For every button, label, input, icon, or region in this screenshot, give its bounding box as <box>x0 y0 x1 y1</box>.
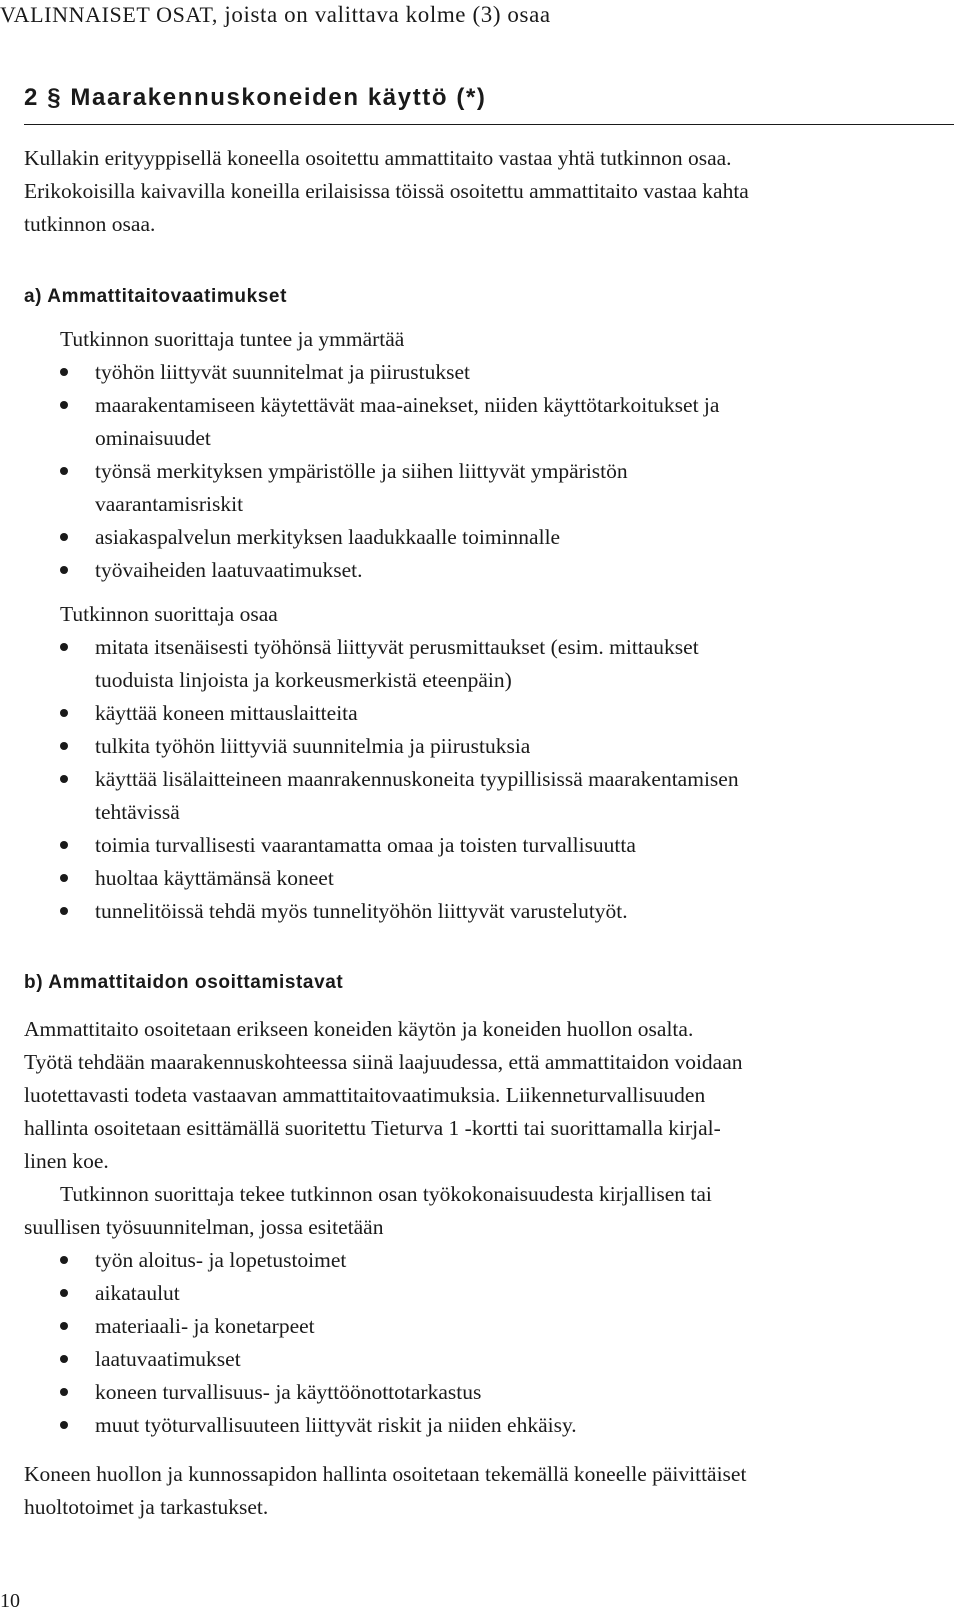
list-item-line: vaarantamisriskit <box>95 492 244 516</box>
bullet-icon <box>60 1388 68 1396</box>
list-item-line: koneen turvallisuus- ja käyttöönottotarkastus <box>95 1380 482 1404</box>
can-list <box>58 631 948 928</box>
list-item-line: tulkita työhön liittyviä suunnitelmia ja piirustuksia <box>95 734 531 758</box>
bullet-icon <box>60 566 68 574</box>
bullet-icon <box>60 775 68 783</box>
list-item-line: asiakaspalvelun merkityksen laadukkaalle toiminnalle <box>95 525 561 549</box>
intro-paragraph <box>24 142 954 241</box>
intro-line: tutkinnon osaa. <box>24 212 156 236</box>
part-a-heading: a) Ammattitaitovaatimukset <box>24 286 288 307</box>
list-item <box>58 862 948 895</box>
list-item <box>58 554 948 587</box>
knows-list <box>58 356 948 587</box>
bullet-icon <box>60 1421 68 1429</box>
list-item <box>58 455 948 521</box>
list-item <box>58 829 948 862</box>
list-item-line: toimia turvallisesti vaarantamatta omaa ja toisten turvallisuutta <box>95 833 636 857</box>
list-item <box>58 1343 948 1376</box>
bullet-icon <box>60 643 68 651</box>
list-item-line: työn aloitus- ja lopetustoimet <box>95 1248 347 1272</box>
list-item-line: maarakentamiseen käytettävät maa-ainekset, niiden käyttötarkoitukset ja <box>95 393 720 417</box>
list-item-line: aikataulut <box>95 1281 180 1305</box>
bullet-icon <box>60 1256 68 1264</box>
bullet-icon <box>60 907 68 915</box>
paragraph-line: hallinta osoitetaan esittämällä suoritettu Tieturva 1 -kortti tai suorittamalla kirjal- <box>24 1116 721 1140</box>
can-intro: Tutkinnon suorittaja osaa <box>60 602 278 626</box>
bullet-icon <box>60 1355 68 1363</box>
bullet-icon <box>60 874 68 882</box>
list-item <box>58 895 948 928</box>
bullet-icon <box>60 1322 68 1330</box>
part-b-paragraph-3 <box>24 1458 954 1524</box>
paragraph-line: Työtä tehdään maarakennuskohteessa siinä laajuudessa, että ammattitaidon voidaan <box>24 1050 743 1074</box>
bullet-icon <box>60 467 68 475</box>
list-item <box>58 631 948 697</box>
intro-line: Kullakin erityyppisellä koneella osoitettu ammattitaito vastaa yhtä tutkinnon osaa. <box>24 146 732 170</box>
bullet-icon <box>60 368 68 376</box>
list-item-line: huoltaa käyttämänsä koneet <box>95 866 334 890</box>
paragraph-line: Tutkinnon suorittaja tekee tutkinnon osan työkokonaisuudesta kirjallisen tai <box>60 1182 712 1206</box>
paragraph-line: Koneen huollon ja kunnossapidon hallinta osoitetaan tekemällä koneelle päivittäiset <box>24 1462 747 1486</box>
list-item <box>58 1277 948 1310</box>
list-item-line: materiaali- ja konetarpeet <box>95 1314 315 1338</box>
list-item-line: työhön liittyvät suunnitelmat ja piirustukset <box>95 360 471 384</box>
list-item-line: työnsä merkityksen ympäristölle ja siihen liittyvät ympäristön <box>95 459 628 483</box>
paragraph-line: Ammattitaito osoitetaan erikseen koneiden käytön ja koneiden huollon osalta. <box>24 1017 694 1041</box>
list-item <box>58 763 948 829</box>
bullet-icon <box>60 533 68 541</box>
list-item-line: mitata itsenäisesti työhönsä liittyvät perusmittaukset (esim. mittaukset <box>95 635 699 659</box>
part-b-heading: b) Ammattitaidon osoittamistavat <box>24 972 344 993</box>
paragraph-line: suullisen työsuunnitelman, jossa esitetään <box>24 1215 384 1239</box>
list-item-line: käyttää koneen mittauslaitteita <box>95 701 358 725</box>
list-item <box>58 730 948 763</box>
list-item-line: tehtävissä <box>95 800 180 824</box>
bullet-icon <box>60 841 68 849</box>
intro-line: Erikokoisilla kaivavilla koneilla erilaisissa töissä osoitettu ammattitaito vastaa kahta <box>24 179 749 203</box>
list-item-line: tunnelitöissä tehdä myös tunnelityöhön liittyvät varustelutyöt. <box>95 899 628 923</box>
plan-list <box>58 1244 948 1442</box>
running-header <box>0 2 551 28</box>
part-b-paragraph-1 <box>24 1013 954 1178</box>
list-item <box>58 1310 948 1343</box>
paragraph-line: huoltotoimet ja tarkastukset. <box>24 1495 269 1519</box>
section-title: 2 § Maarakennuskoneiden käyttö (*) <box>24 84 487 111</box>
part-b-paragraph-2 <box>24 1178 954 1244</box>
list-item-line: laatuvaatimukset <box>95 1347 241 1371</box>
section-heading <box>24 84 954 125</box>
running-header-lead: VALINNAISET OSAT, <box>0 2 218 27</box>
list-item-line: työvaiheiden laatuvaatimukset. <box>95 558 363 582</box>
list-item-line: muut työturvallisuuteen liittyvät riskit ja niiden ehkäisy. <box>95 1413 577 1437</box>
list-item-line: käyttää lisälaitteineen maanrakennuskoneita tyypillisissä maarakentamisen <box>95 767 739 791</box>
list-item-line: tuoduista linjoista ja korkeusmerkistä eteenpäin) <box>95 668 512 692</box>
page-number: 10 <box>0 1590 20 1612</box>
paragraph-line: linen koe. <box>24 1149 109 1173</box>
list-item <box>58 389 948 455</box>
list-item <box>58 1376 948 1409</box>
bullet-icon <box>60 401 68 409</box>
list-item-line: ominaisuudet <box>95 426 211 450</box>
bullet-icon <box>60 1289 68 1297</box>
list-item <box>58 1244 948 1277</box>
running-header-rest: joista on valittava kolme (3) osaa <box>224 2 551 27</box>
knows-intro: Tutkinnon suorittaja tuntee ja ymmärtää <box>60 327 405 351</box>
paragraph-line: luotettavasti todeta vastaavan ammattitaitovaatimuksia. Liikenneturvallisuuden <box>24 1083 706 1107</box>
bullet-icon <box>60 742 68 750</box>
list-item <box>58 697 948 730</box>
list-item <box>58 356 948 389</box>
list-item <box>58 521 948 554</box>
list-item <box>58 1409 948 1442</box>
bullet-icon <box>60 709 68 717</box>
